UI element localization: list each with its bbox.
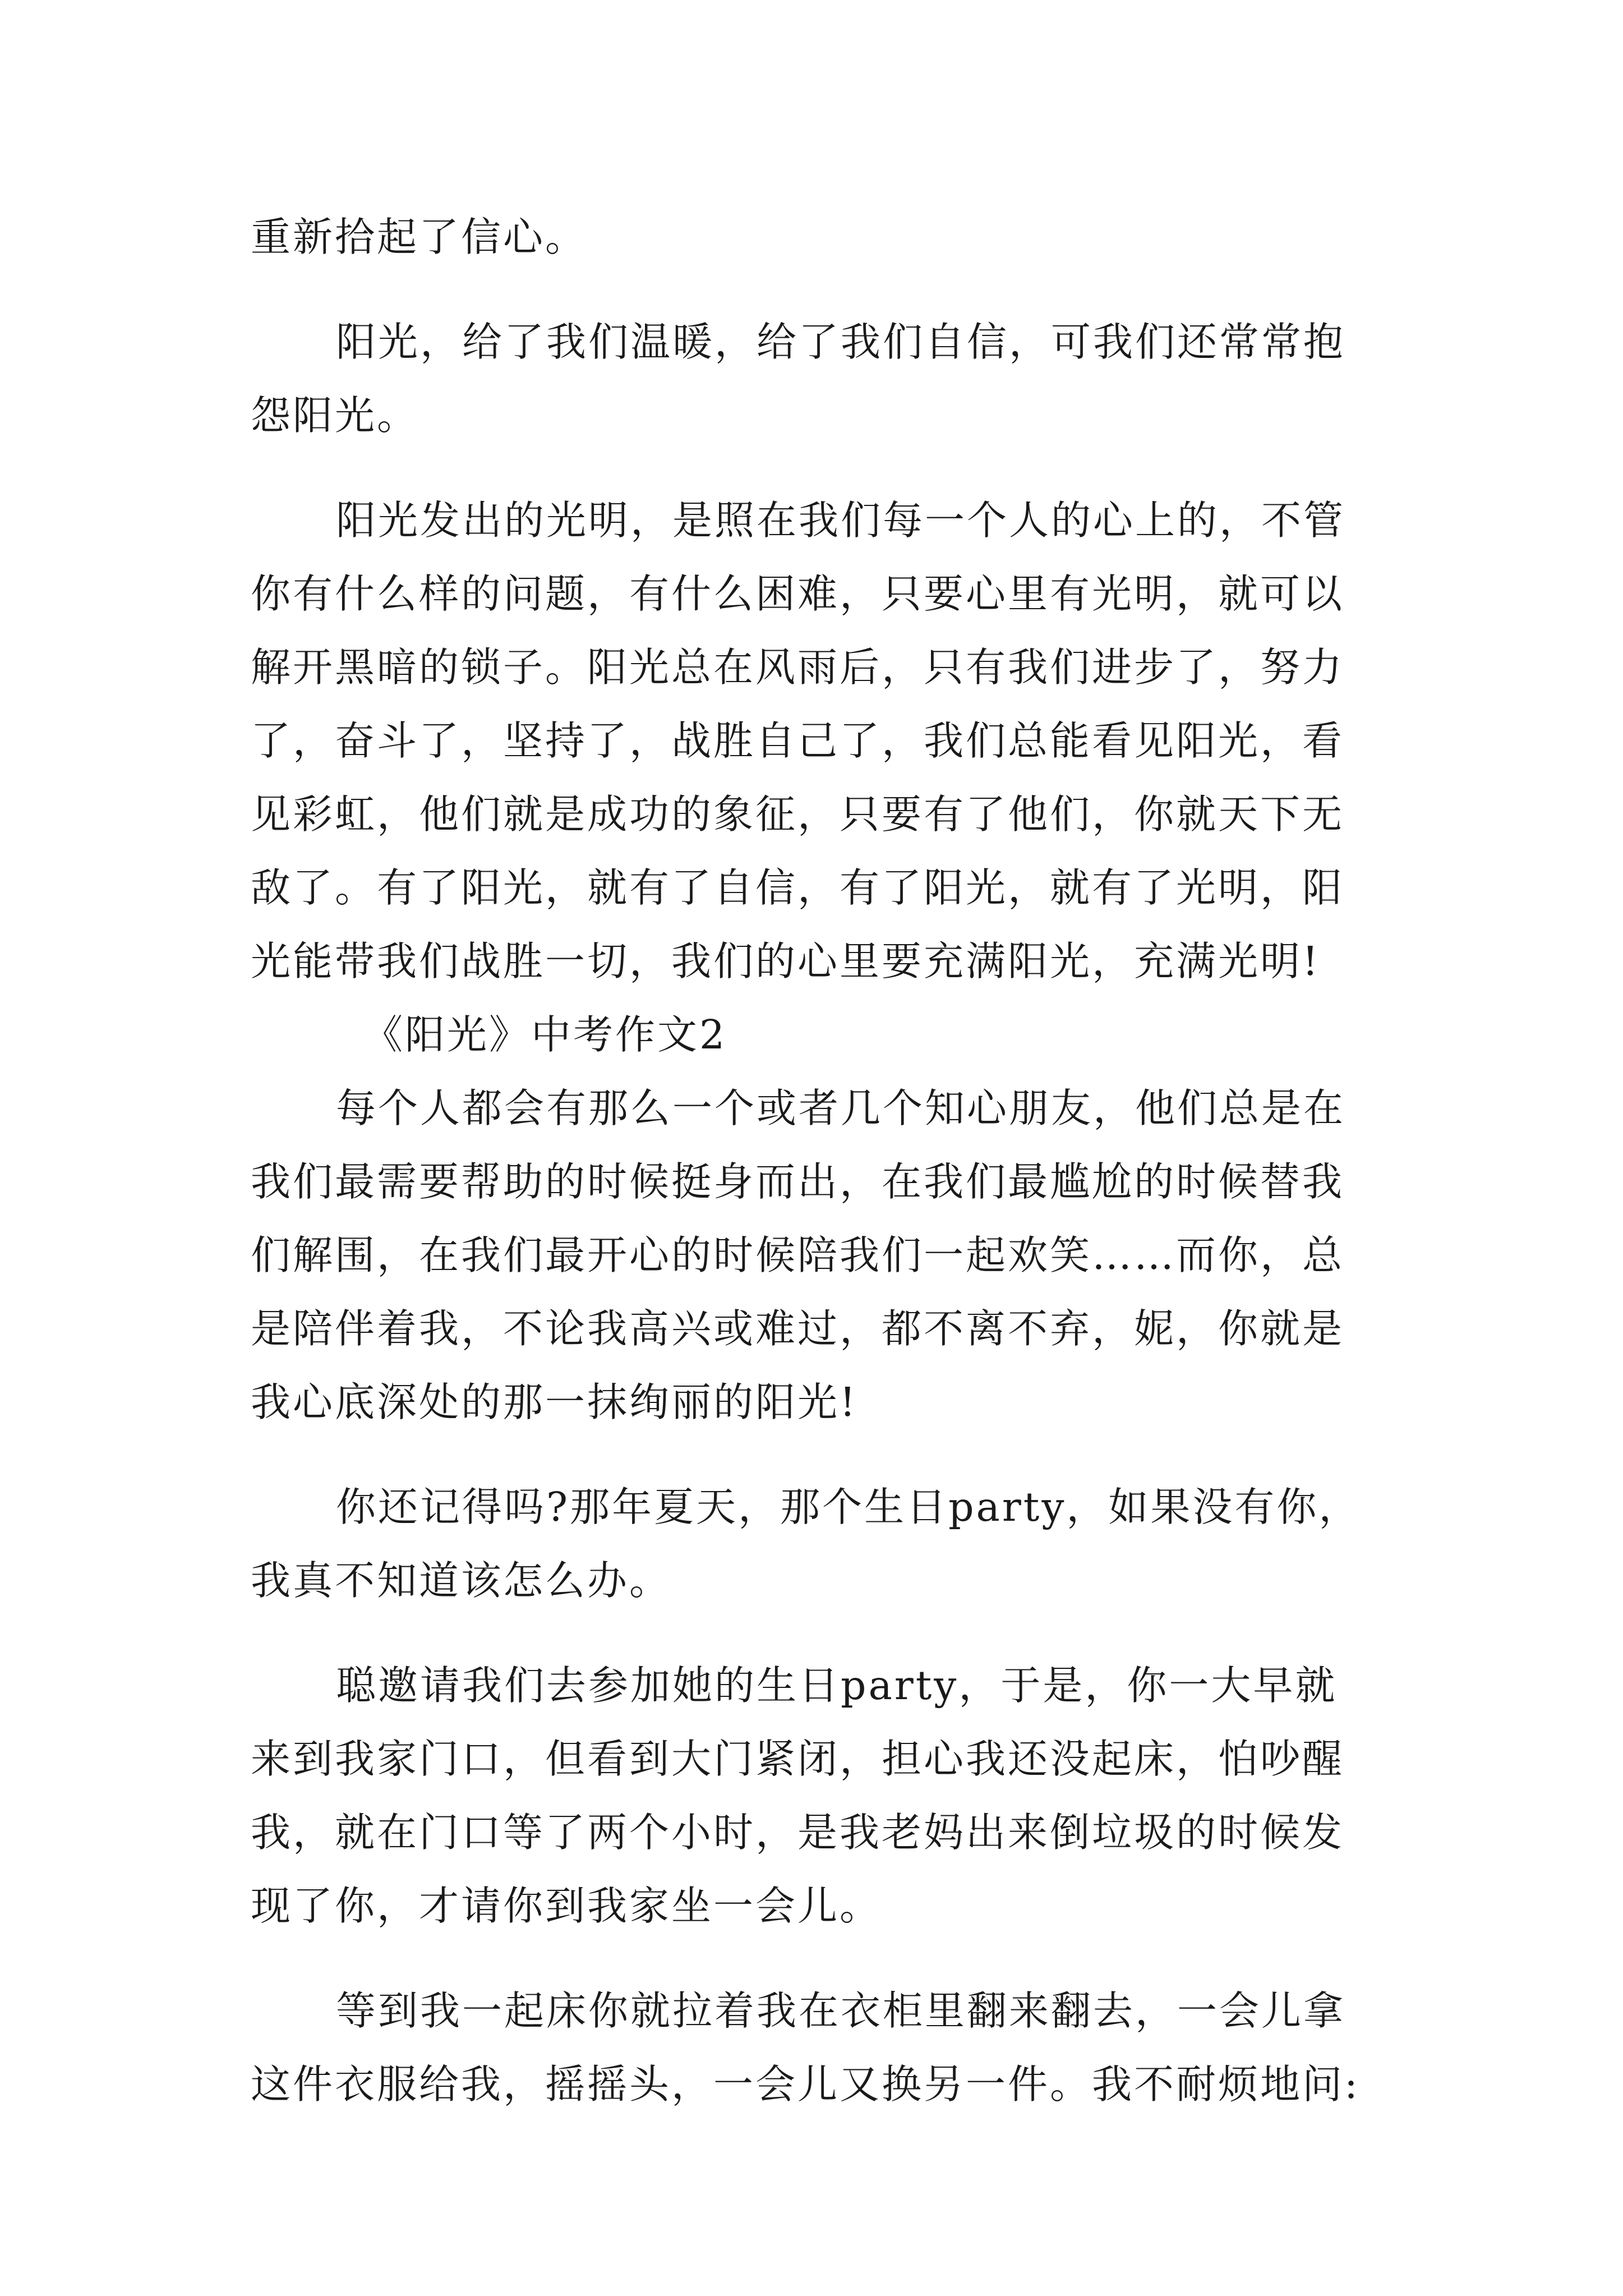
text-line: 每个人都会有那么一个或者几个知心朋友，他们总是在 [336, 1085, 1346, 1131]
text-line: 是陪伴着我，不论我高兴或难过，都不离不弃，妮，你就是 [251, 1305, 1345, 1352]
text-line: 阳光发出的光明，是照在我们每一个人的心上的，不管 [336, 497, 1346, 544]
text-line: 阳光，给了我们温暖，给了我们自信，可我们还常常抱 [336, 319, 1346, 365]
text-line: 我，就在门口等了两个小时，是我老妈出来倒垃圾的时候发 [251, 1809, 1345, 1856]
text-line: 见彩虹，他们就是成功的象征，只要有了他们，你就天下无 [251, 791, 1345, 838]
text-line: 来到我家门口，但看到大门紧闭，担心我还没起床，怕吵醒 [251, 1736, 1345, 1782]
document-body [251, 200, 1384, 2121]
text-line: 敌了。有了阳光，就有了自信，有了阳光，就有了光明，阳 [251, 864, 1345, 911]
text-line: 我们最需要帮助的时候挺身而出，在我们最尴尬的时候替我 [251, 1158, 1345, 1205]
text-line: 我真不知道该怎么办。 [251, 1557, 672, 1604]
text-line: 们解围，在我们最开心的时候陪我们一起欢笑……而你，总 [251, 1232, 1345, 1278]
text-line: 了，奋斗了，坚持了，战胜自己了，我们总能看见阳光，看 [251, 717, 1345, 764]
text-line: 聪邀请我们去参加她的生日party，于是，你一大早就 [336, 1662, 1338, 1709]
text-line: 你还记得吗?那年夏天，那个生日party，如果没有你， [336, 1484, 1361, 1530]
text-line: 光能带我们战胜一切，我们的心里要充满阳光，充满光明! [251, 938, 1321, 984]
text-line: 重新拾起了信心。 [251, 214, 588, 260]
text-line: 现了你，才请你到我家坐一会儿。 [251, 1883, 882, 1929]
section-heading: 《阳光》中考作文2 [363, 1011, 727, 1058]
text-line: 这件衣服给我，摇摇头，一会儿又换另一件。我不耐烦地问: [251, 2061, 1360, 2108]
text-line: 等到我一起床你就拉着我在衣柜里翻来翻去，一会儿拿 [336, 1987, 1346, 2034]
text-line: 我心底深处的那一抹绚丽的阳光! [251, 1379, 858, 1425]
text-line: 你有什么样的问题，有什么困难，只要心里有光明，就可以 [251, 570, 1345, 617]
text-line: 怨阳光。 [251, 392, 419, 439]
text-line: 解开黑暗的锁子。阳光总在风雨后，只有我们进步了，努力 [251, 644, 1345, 691]
